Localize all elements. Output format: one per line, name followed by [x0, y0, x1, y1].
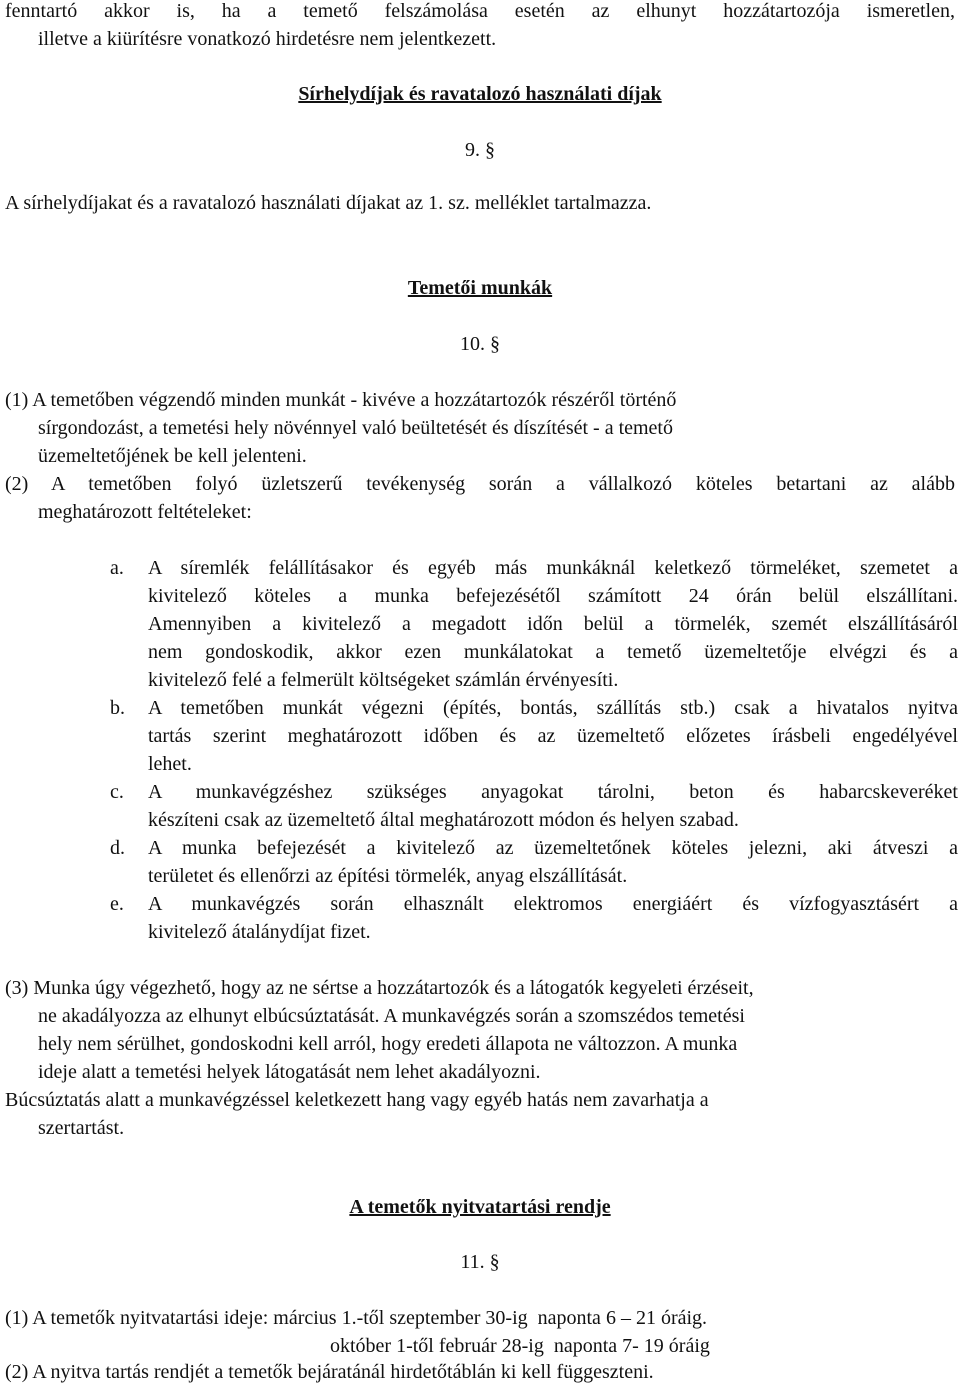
item-d-line-1: A munka befejezését a kivitelező az üzemeltetőnek köteles jelezni, aki átveszi a	[148, 837, 958, 859]
item-a-line-5: kivitelező felé a felmerült költségeket számlán érvényesíti.	[148, 669, 619, 691]
paragraph-9-number: 9. §	[465, 139, 495, 161]
item-d-line-2: területet és ellenőrzi az építési törmelék, anyag elszállítását.	[148, 865, 628, 887]
item-b-line-2: tartás szerint meghatározott időben és az üzemeltető előzetes írásbeli engedélyével	[148, 725, 958, 747]
p10-3-line-4: ideje alatt a temetési helyek látogatását nem lehet akadályozni.	[38, 1061, 541, 1083]
p10-4-line-2: szertartást.	[38, 1117, 125, 1139]
item-c-line-1: A munkavégzéshez szükséges anyagokat tárolni, beton és habarcskeveréket	[148, 781, 958, 803]
p10-3-line-3: hely nem sérülhet, gondoskodni kell arról, hogy eredeti állapota ne változzon. A munka	[38, 1033, 738, 1055]
section-hours-title: A temetők nyitvatartási rendje	[349, 1196, 611, 1218]
p11-2-text: (2) A nyitva tartás rendjét a temetők bejáratánál hirdetőtáblán ki kell függeszteni.	[5, 1361, 654, 1383]
p10-1-line-3: üzemeltetőjének be kell jelenteni.	[38, 445, 307, 467]
p10-1-line-2: sírgondozást, a temetési hely növénnyel való beültetését és díszítését - a temető	[38, 417, 673, 439]
p10-2-line-2: meghatározott feltételeket:	[38, 501, 252, 523]
item-a-line-1: A síremlék felállításakor és egyéb más munkáknál keletkező törmeléket, szemetet a	[148, 557, 958, 579]
paragraph-9-text: A sírhelydíjakat és a ravatalozó használati díjakat az 1. sz. melléklet tartalmazza.	[5, 192, 652, 214]
section-works-title: Temetői munkák	[407, 277, 553, 299]
item-b-letter: b.	[110, 697, 125, 719]
item-a-line-3: Amennyiben a kivitelező a megadott időn belül a törmelék, szemét elszállításáról	[148, 613, 958, 635]
p10-2-line-1: (2) A temetőben folyó üzletszerű tevékenység során a vállalkozó köteles betartani az alább	[5, 473, 955, 495]
p11-1-line-2: október 1-től február 28-ig naponta 7- 19 óráig	[330, 1335, 710, 1357]
intro-line-1: fenntartó akkor is, ha a temető felszámolása esetén az elhunyt hozzátartozója ismeretlen,	[5, 0, 955, 22]
item-e-line-1: A munkavégzés során elhasznált elektromos energiáért és vízfogyasztásért a	[148, 893, 958, 915]
p10-3-line-2: ne akadályozza az elhunyt elbúcsúztatását. A munkavégzés során a szomszédos temetési	[38, 1005, 745, 1027]
item-a-line-4: nem gondoskodik, akkor ezen munkálatokat a temető üzemeltetője elvégzi és a	[148, 641, 958, 663]
item-a-letter: a.	[110, 557, 124, 579]
p10-3-line-1: (3) Munka úgy végezhető, hogy az ne sértse a hozzátartozók és a látogatók kegyeleti érzéseit,	[5, 977, 754, 999]
section-fees-title: Sírhelydíjak és ravatalozó használati díjak	[298, 83, 662, 105]
item-e-letter: e.	[110, 893, 124, 915]
item-b-line-1: A temetőben munkát végezni (építés, bontás, szállítás stb.) csak a hivatalos nyitva	[148, 697, 958, 719]
item-d-letter: d.	[110, 837, 125, 859]
paragraph-10-number: 10. §	[460, 333, 500, 355]
item-c-letter: c.	[110, 781, 124, 803]
item-e-line-2: kivitelező átalánydíjat fizet.	[148, 921, 371, 943]
intro-line-2: illetve a kiürítésre vonatkozó hirdetésre nem jelentkezett.	[38, 28, 497, 50]
p10-4-line-1: Búcsúztatás alatt a munkavégzéssel keletkezett hang vagy egyéb hatás nem zavarhatja a	[5, 1089, 709, 1111]
item-b-line-3: lehet.	[148, 753, 192, 775]
p11-1-line-1: (1) A temetők nyitvatartási ideje: március 1.-től szeptember 30-ig naponta 6 – 21 óráig.	[5, 1307, 708, 1329]
paragraph-11-number: 11. §	[460, 1251, 500, 1273]
p10-1-line-1: (1) A temetőben végzendő minden munkát - kivéve a hozzátartozók részéről történő	[5, 389, 677, 411]
item-c-line-2: készíteni csak az üzemeltető által meghatározott módon és helyen szabad.	[148, 809, 739, 831]
item-a-line-2: kivitelező köteles a munka befejezésétől számított 24 órán belül elszállítani.	[148, 585, 958, 607]
